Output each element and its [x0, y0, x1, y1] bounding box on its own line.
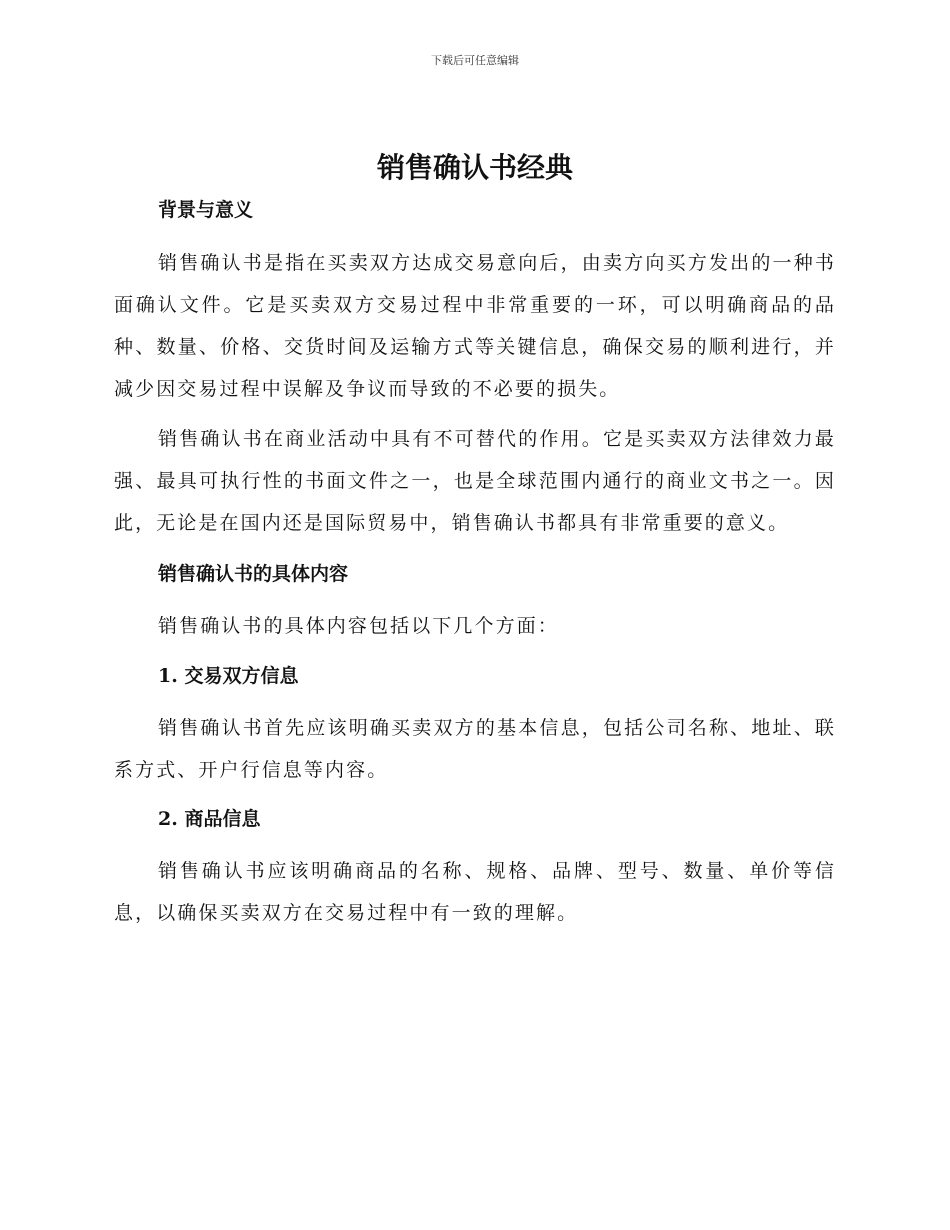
paragraph-parties: 销售确认书首先应该明确买卖双方的基本信息，包括公司名称、地址、联系方式、开户行信息等内容。	[114, 717, 836, 781]
paragraph-content-intro: 销售确认书的具体内容包括以下几个方面：	[158, 615, 559, 637]
section-heading-background: 背景与意义	[158, 199, 254, 221]
subsection-heading-parties: 1. 交易双方信息	[158, 665, 299, 687]
paragraph-background-1: 销售确认书是指在买卖双方达成交易意向后，由卖方向买方发出的一种书面确认文件。它是买卖双方交易过程中非常重要的一环，可以明确商品的品种、数量、价格、交货时间及运输方式等关键信息，确保交易的顺利进行，并减少因交易过程中误解及争议而导致的不必要的损失。	[114, 252, 836, 400]
page-header-note: 下载后可任意编辑	[431, 54, 519, 67]
document-body	[114, 191, 836, 934]
section-heading-content: 销售确认书的具体内容	[158, 563, 349, 585]
paragraph-goods: 销售确认书应该明确商品的名称、规格、品牌、型号、数量、单价等信息，以确保买卖双方在交易过程中有一致的理解。	[114, 860, 836, 924]
subsection-heading-goods: 2. 商品信息	[158, 808, 261, 830]
document-title: 销售确认书经典	[376, 151, 573, 184]
paragraph-background-2: 销售确认书在商业活动中具有不可替代的作用。它是买卖双方法律效力最强、最具可执行性的书面文件之一，也是全球范围内通行的商业文书之一。因此，无论是在国内还是国际贸易中，销售确认书都具有非常重要的意义。	[114, 428, 836, 534]
